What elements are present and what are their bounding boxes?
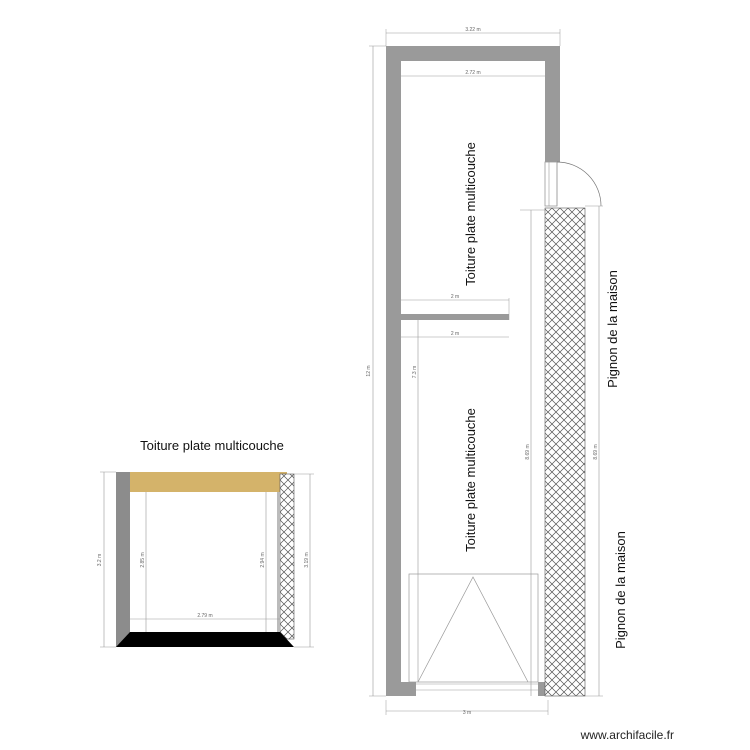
partition-wall xyxy=(401,314,509,320)
roof-label-bottom: Toiture plate multicouche xyxy=(463,408,478,552)
dim-left-outer: 3.2 m xyxy=(97,553,103,567)
right-plan xyxy=(366,27,628,716)
dim-partition-bottom: 2 m xyxy=(450,331,460,337)
credit-text: www.archifacile.fr xyxy=(580,728,674,742)
dim-wall-height: 8.69 m xyxy=(525,444,531,460)
right-inner-wall xyxy=(277,492,280,632)
dim-inner-left: 2.85 m xyxy=(140,552,146,568)
dim-inner-height: 7.3 m xyxy=(412,365,418,379)
lower-fixture-frame xyxy=(409,574,538,682)
door-swing-arc xyxy=(557,162,601,206)
right-wall-upper xyxy=(545,46,560,162)
right-wall-hatched xyxy=(280,474,294,639)
lower-fixture-triangle xyxy=(418,577,528,682)
dim-wall-height-right: 8.69 m xyxy=(593,444,599,460)
dim-total-height: 12 m xyxy=(366,365,372,377)
dim-inner-right: 2.94 m xyxy=(260,552,266,568)
dim-partition-top: 2 m xyxy=(450,294,460,300)
left-wall-right-plan xyxy=(386,46,401,696)
dim-width-inner: 2.79 m xyxy=(197,613,213,619)
dim-right: 3.19 m xyxy=(304,552,310,568)
roof-band xyxy=(125,472,287,492)
left-plan xyxy=(97,438,314,647)
top-wall xyxy=(386,46,560,61)
door-frame xyxy=(545,162,557,206)
gable-wall-hatched xyxy=(545,208,585,696)
dim-top-outer: 3.22 m xyxy=(465,27,481,33)
left-wall xyxy=(116,472,130,647)
floor-slab xyxy=(116,632,294,647)
roof-label-top: Toiture plate multicouche xyxy=(463,142,478,286)
left-roof-label: Toiture plate multicouche xyxy=(140,438,284,453)
dim-top-inner: 2.72 m xyxy=(465,70,481,76)
gable-label-bottom: Pignon de la maison xyxy=(613,531,628,649)
gable-label-top: Pignon de la maison xyxy=(605,270,620,388)
dim-bottom: 3 m xyxy=(462,710,472,716)
